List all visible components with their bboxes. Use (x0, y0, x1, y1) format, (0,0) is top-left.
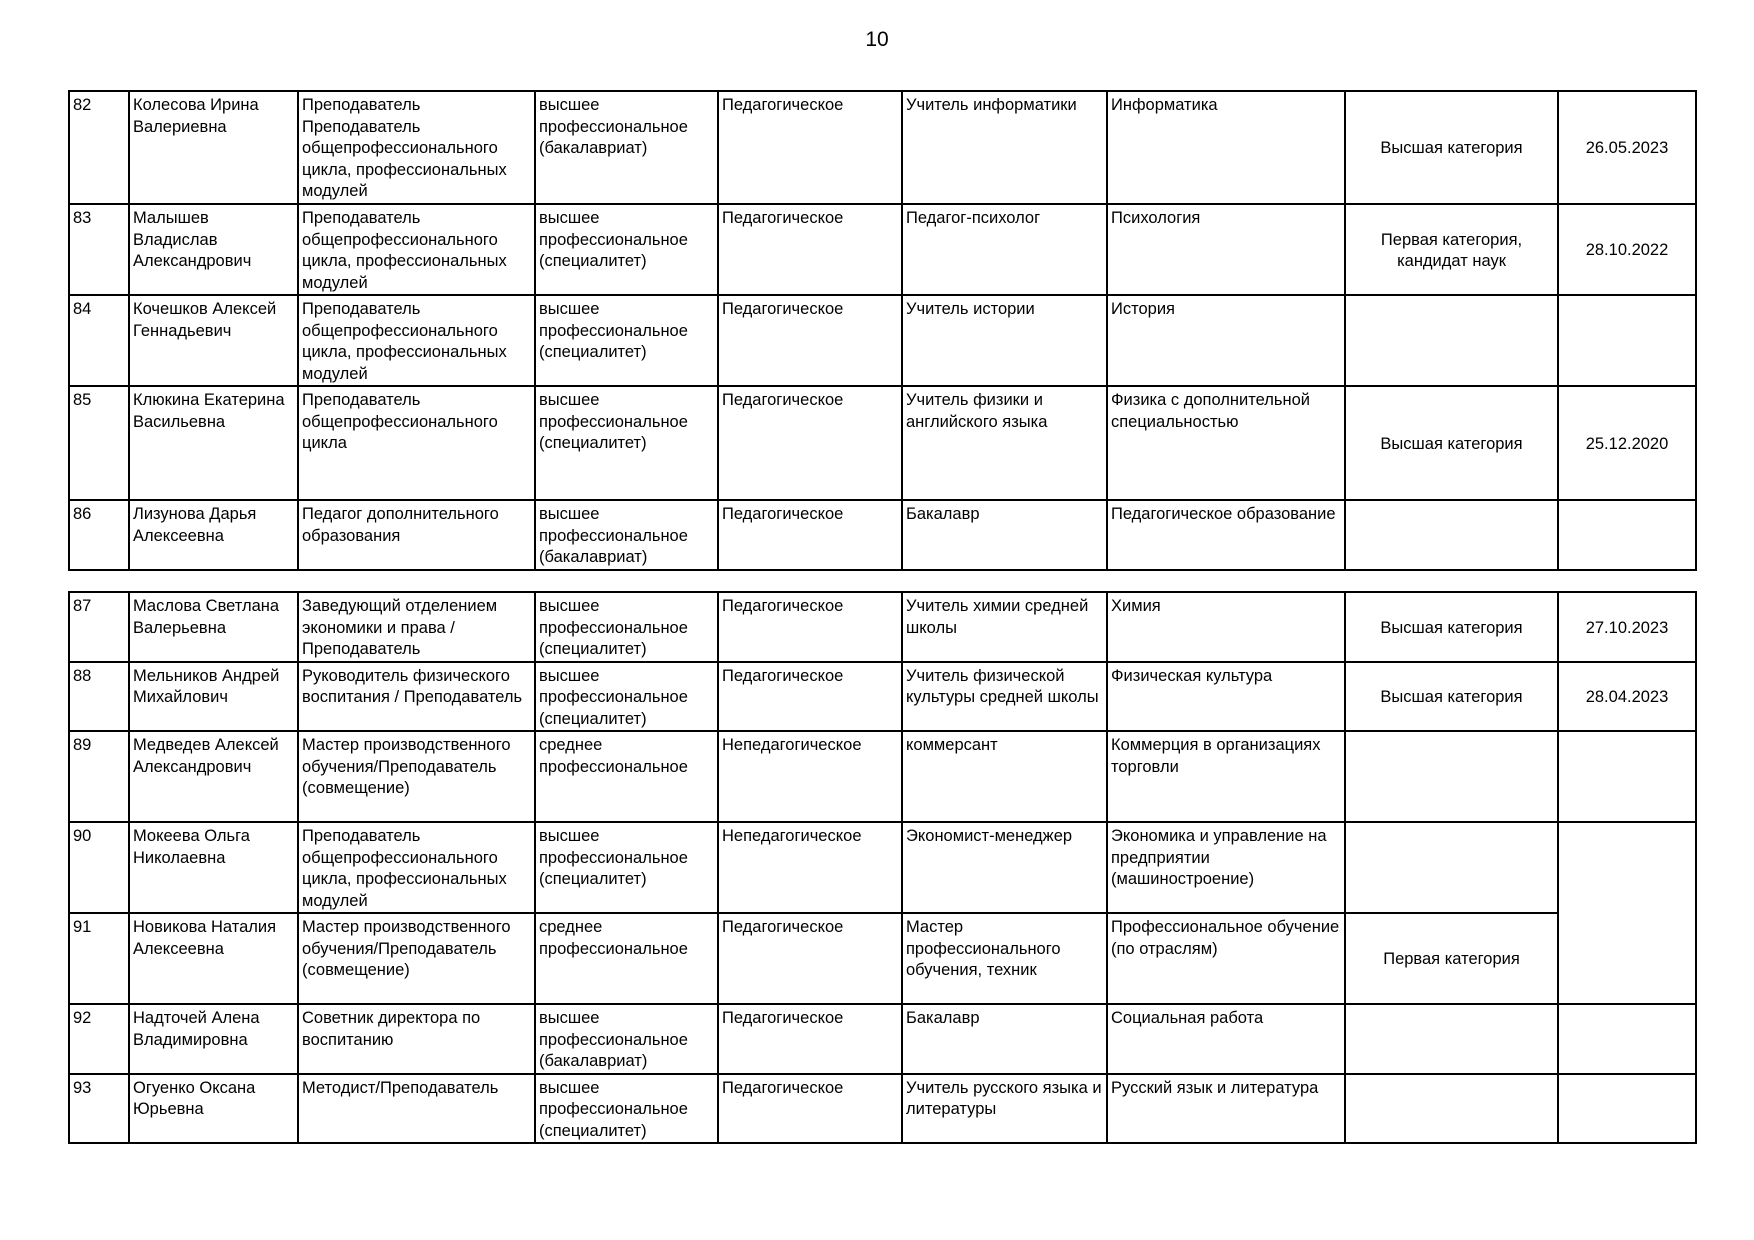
table-row (69, 295, 1696, 386)
education-level: высшее профессиональное (специалитет) (535, 1074, 718, 1144)
row-number: 89 (69, 731, 129, 822)
row-number: 93 (69, 1074, 129, 1144)
category: Первая категория, кандидат наук (1345, 204, 1558, 295)
employee-name: Мельников Андрей Михайлович (129, 662, 298, 732)
attestation-date (1558, 822, 1696, 1004)
qualification: коммерсант (902, 731, 1107, 822)
education-level: среднее профессиональное (535, 913, 718, 1004)
page-number: 10 (865, 28, 889, 51)
row-number: 83 (69, 204, 129, 295)
table-row (69, 913, 1696, 1004)
row-number: 90 (69, 822, 129, 913)
education-type: Педагогическое (718, 913, 902, 1004)
qualification: Бакалавр (902, 1004, 1107, 1074)
specialty: Физическая культура (1107, 662, 1345, 732)
employee-position: Советник директора по воспитанию (298, 1004, 535, 1074)
table-row (69, 1074, 1696, 1144)
education-level: высшее профессиональное (бакалавриат) (535, 91, 718, 204)
attestation-date (1558, 731, 1696, 822)
education-type: Педагогическое (718, 1004, 902, 1074)
table-row (69, 386, 1696, 500)
category: Высшая категория (1345, 91, 1558, 204)
employee-position: Мастер производственного обучения/Преподаватель (совмещение) (298, 731, 535, 822)
education-level: высшее профессиональное (специалитет) (535, 662, 718, 732)
table-row (69, 204, 1696, 295)
education-level: высшее профессиональное (специалитет) (535, 592, 718, 662)
education-type: Педагогическое (718, 500, 902, 570)
attestation-date (1558, 500, 1696, 570)
employee-name: Новикова Наталия Алексеевна (129, 913, 298, 1004)
category (1345, 731, 1558, 822)
row-number: 84 (69, 295, 129, 386)
employee-name: Колесова Ирина Валериевна (129, 91, 298, 204)
row-number: 91 (69, 913, 129, 1004)
employee-position: Педагог дополнительного образования (298, 500, 535, 570)
education-type: Педагогическое (718, 386, 902, 500)
table-row (69, 662, 1696, 732)
employee-name: Лизунова Дарья Алексеевна (129, 500, 298, 570)
category (1345, 500, 1558, 570)
specialty: Физика с дополнительной специальностью (1107, 386, 1345, 500)
staff-table-2 (68, 591, 1697, 1144)
education-level: высшее профессиональное (специалитет) (535, 295, 718, 386)
category (1345, 822, 1558, 913)
table-row (69, 592, 1696, 662)
specialty: Социальная работа (1107, 1004, 1345, 1074)
row-number: 85 (69, 386, 129, 500)
qualification: Мастер профессионального обучения, техник (902, 913, 1107, 1004)
employee-position: Преподаватель общепрофессионального цикла, профессиональных модулей (298, 295, 535, 386)
attestation-date: 28.10.2022 (1558, 204, 1696, 295)
category: Высшая категория (1345, 592, 1558, 662)
employee-name: Мокеева Ольга Николаевна (129, 822, 298, 913)
category (1345, 1074, 1558, 1144)
category (1345, 1004, 1558, 1074)
qualification: Учитель истории (902, 295, 1107, 386)
table-row (69, 500, 1696, 570)
specialty: Педагогическое образование (1107, 500, 1345, 570)
attestation-date (1558, 1004, 1696, 1074)
category: Высшая категория (1345, 386, 1558, 500)
attestation-date (1558, 1074, 1696, 1144)
employee-position: Заведующий отделением экономики и права / Преподаватель (298, 592, 535, 662)
specialty: История (1107, 295, 1345, 386)
qualification: Учитель русского языка и литературы (902, 1074, 1107, 1144)
specialty: Информатика (1107, 91, 1345, 204)
specialty: Профессиональное обучение (по отраслям) (1107, 913, 1345, 1004)
qualification: Учитель химии средней школы (902, 592, 1107, 662)
education-type: Педагогическое (718, 1074, 902, 1144)
row-number: 88 (69, 662, 129, 732)
table-row (69, 1004, 1696, 1074)
education-level: высшее профессиональное (специалитет) (535, 386, 718, 500)
employee-name: Малышев Владислав Александрович (129, 204, 298, 295)
employee-position: Преподаватель общепрофессионального цикла, профессиональных модулей (298, 822, 535, 913)
qualification: Учитель физической культуры средней школы (902, 662, 1107, 732)
education-level: высшее профессиональное (бакалавриат) (535, 500, 718, 570)
education-type: Педагогическое (718, 91, 902, 204)
attestation-date: 26.05.2023 (1558, 91, 1696, 204)
education-level: высшее профессиональное (бакалавриат) (535, 1004, 718, 1074)
employee-position: Преподаватель общепрофессионального цикла (298, 386, 535, 500)
row-number: 87 (69, 592, 129, 662)
employee-position: Преподаватель общепрофессионального цикла, профессиональных модулей (298, 204, 535, 295)
qualification: Бакалавр (902, 500, 1107, 570)
employee-name: Огуенко Оксана Юрьевна (129, 1074, 298, 1144)
qualification: Учитель физики и английского языка (902, 386, 1107, 500)
attestation-date: 27.10.2023 (1558, 592, 1696, 662)
education-level: высшее профессиональное (специалитет) (535, 204, 718, 295)
category (1345, 295, 1558, 386)
category: Высшая категория (1345, 662, 1558, 732)
education-type: Педагогическое (718, 204, 902, 295)
attestation-date (1558, 295, 1696, 386)
employee-position: Мастер производственного обучения/Преподаватель (совмещение) (298, 913, 535, 1004)
row-number: 82 (69, 91, 129, 204)
employee-name: Медведев Алексей Александрович (129, 731, 298, 822)
education-type: Непедагогическое (718, 731, 902, 822)
employee-name: Кочешков Алексей Геннадьевич (129, 295, 298, 386)
education-type: Педагогическое (718, 295, 902, 386)
specialty: Коммерция в организациях торговли (1107, 731, 1345, 822)
education-level: среднее профессиональное (535, 731, 718, 822)
category: Первая категория (1345, 913, 1558, 1004)
education-type: Непедагогическое (718, 822, 902, 913)
employee-name: Клюкина Екатерина Васильевна (129, 386, 298, 500)
employee-name: Надточей Алена Владимировна (129, 1004, 298, 1074)
table-row (69, 731, 1696, 822)
employee-position: Методист/Преподаватель (298, 1074, 535, 1144)
table-row (69, 91, 1696, 204)
specialty: Химия (1107, 592, 1345, 662)
employee-position: Руководитель физического воспитания / Преподаватель (298, 662, 535, 732)
education-level: высшее профессиональное (специалитет) (535, 822, 718, 913)
employee-position: Преподаватель Преподаватель общепрофессионального цикла, профессиональных модулей (298, 91, 535, 204)
education-type: Педагогическое (718, 592, 902, 662)
row-number: 92 (69, 1004, 129, 1074)
specialty: Русский язык и литература (1107, 1074, 1345, 1144)
table-row (69, 822, 1696, 913)
employee-name: Маслова Светлана Валерьевна (129, 592, 298, 662)
specialty: Экономика и управление на предприятии (машиностроение) (1107, 822, 1345, 913)
row-number: 86 (69, 500, 129, 570)
attestation-date: 28.04.2023 (1558, 662, 1696, 732)
education-type: Педагогическое (718, 662, 902, 732)
specialty: Психология (1107, 204, 1345, 295)
qualification: Экономист-менеджер (902, 822, 1107, 913)
qualification: Учитель информатики (902, 91, 1107, 204)
attestation-date: 25.12.2020 (1558, 386, 1696, 500)
staff-table-1 (68, 90, 1697, 571)
qualification: Педагог-психолог (902, 204, 1107, 295)
